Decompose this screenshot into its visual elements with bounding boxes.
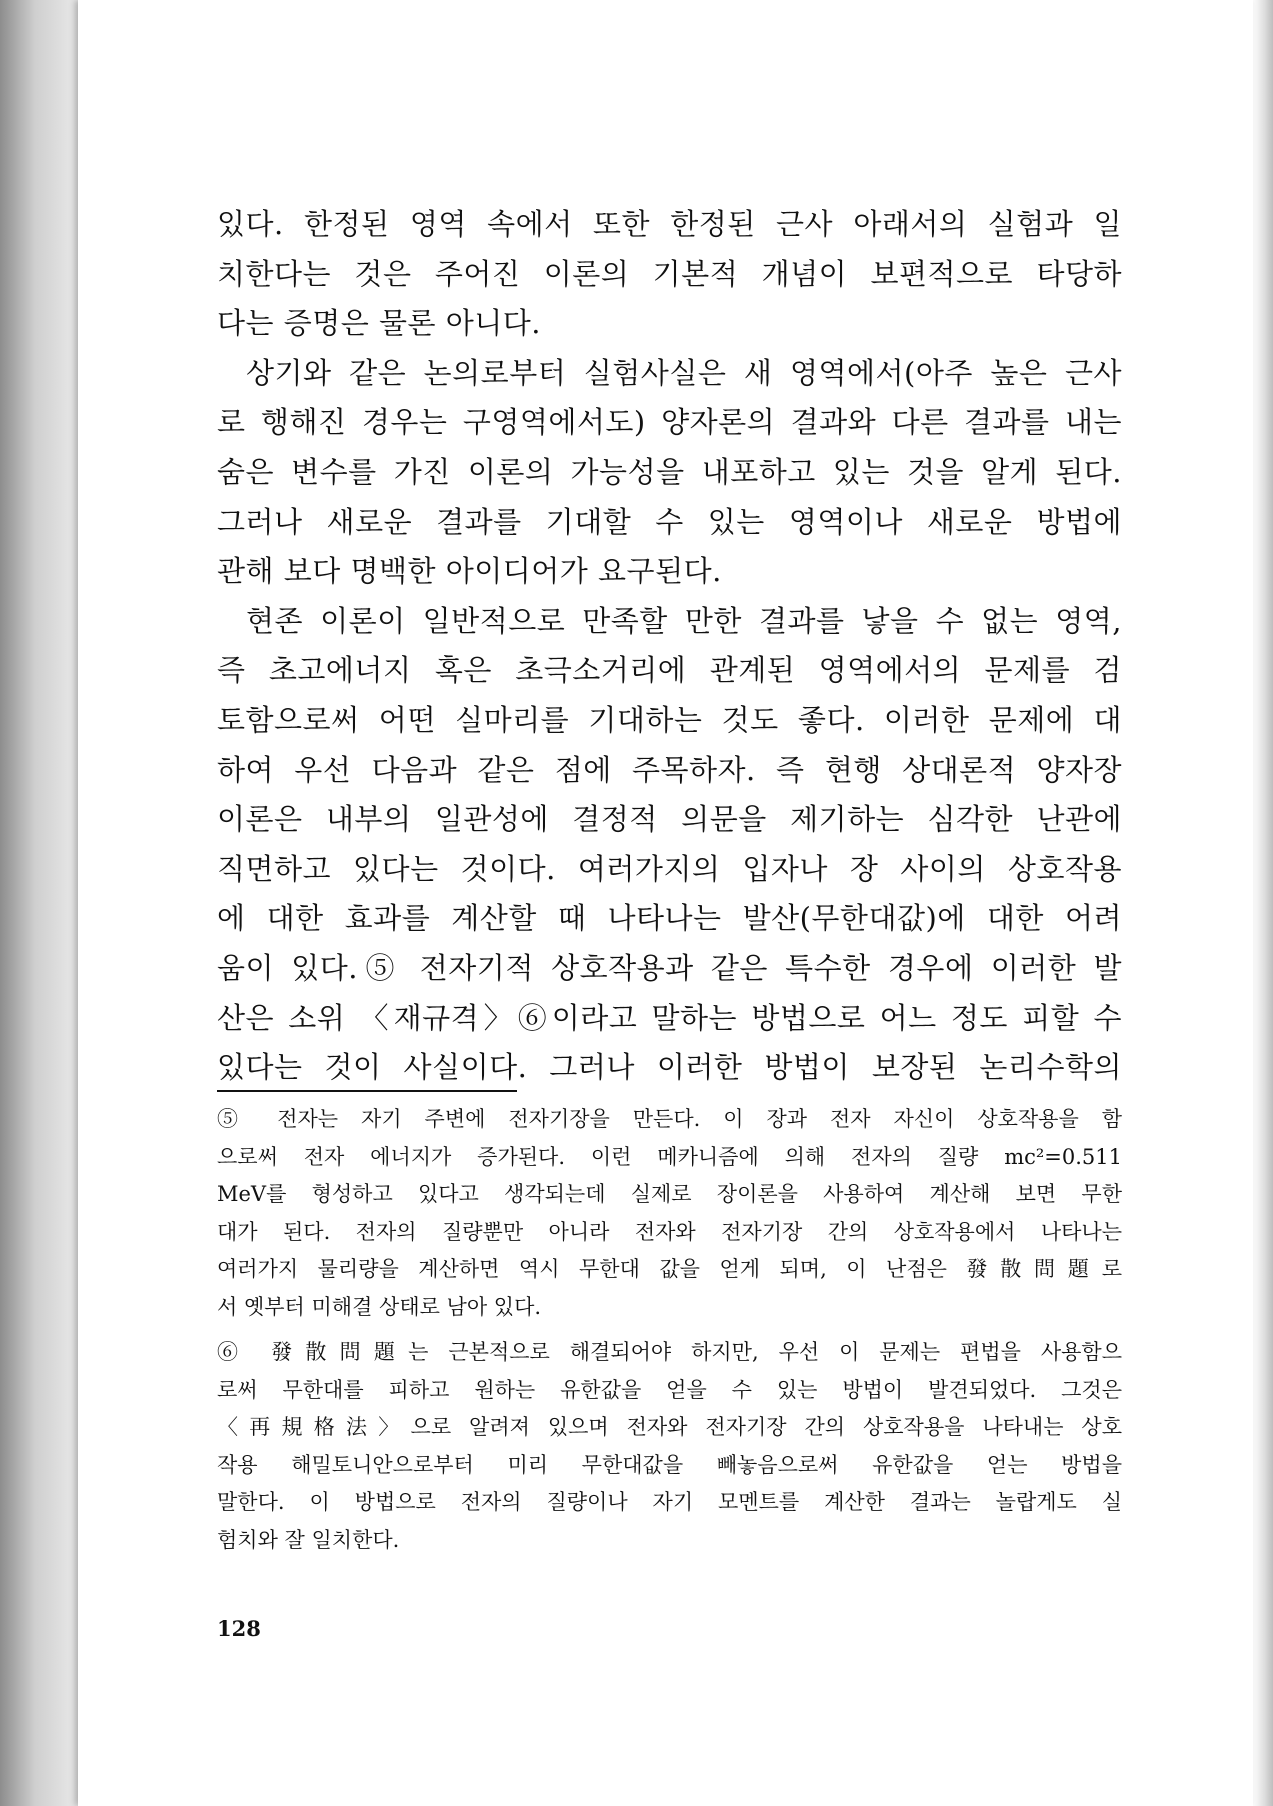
footnote-line: 서 옛부터 미해결 상태로 남아 있다. (217, 1294, 542, 1319)
footnote-divider (217, 1090, 517, 1092)
footnote-line: 대가 된다. 전자의 질량뿐만 아니라 전자와 전자기장 간의 상호작용에서 나타나는 (217, 1219, 1122, 1244)
footnote-line: ⑥ 發散問題는 근본적으로 해결되어야 하지만, 우선 이 문제는 편법을 사용함으 (217, 1340, 1122, 1364)
text-line: 치한다는 것은 주어진 이론의 기본적 개념이 보편적으로 타당하 (217, 256, 1122, 291)
text-line: 있다. 한정된 영역 속에서 또한 한정된 근사 아래서의 실험과 일 (217, 207, 1122, 241)
text-line: 즉 초고에너지 혹은 초극소거리에 관계된 영역에서의 문제를 검 (217, 653, 1122, 688)
footnote-line: 험치와 잘 일치한다. (217, 1527, 400, 1552)
footnote-line: MeV를 형성하고 있다고 생각되는데 실제로 장이론을 사용하여 계산해 보면 무한 (217, 1182, 1122, 1206)
text-line: 로 행해진 경우는 구영역에서도) 양자론의 결과와 다른 결과를 내는 (217, 405, 1122, 440)
text-line: 이론은 내부의 일관성에 결정적 의문을 제기하는 심각한 난관에 (217, 802, 1122, 837)
text-line: 현존 이론이 일반적으로 만족할 만한 결과를 낳을 수 없는 영역, (246, 603, 1122, 638)
text-line: 움이 있다.⑤ 전자기적 상호작용과 같은 특수한 경우에 이러한 발 (217, 950, 1122, 985)
text-line: 직면하고 있다는 것이다. 여러가지의 입자나 장 사이의 상호작용 (217, 851, 1122, 886)
footnote-line: 말한다. 이 방법으로 전자의 질량이나 자기 모멘트를 계산한 결과는 놀랍게도 실 (217, 1490, 1122, 1514)
page-edge-right (1253, 0, 1273, 1806)
text-line: 그러나 새로운 결과를 기대할 수 있는 영역이나 새로운 방법에 (217, 504, 1122, 539)
footnote-line: 으로써 전자 에너지가 증가된다. 이런 메카니즘에 의해 전자의 질량 mc²=0.511 (217, 1144, 1122, 1169)
footnote-line: 로써 무한대를 피하고 원하는 유한값을 얻을 수 있는 방법이 발견되었다. 그것은 (217, 1377, 1122, 1402)
main-text (217, 200, 1122, 1093)
page-number: 128 (217, 1616, 261, 1641)
text-line: 상기와 같은 논의로부터 실험사실은 새 영역에서(아주 높은 근사 (246, 355, 1122, 390)
text-line: 숨은 변수를 가진 이론의 가능성을 내포하고 있는 것을 알게 된다. (217, 454, 1122, 489)
text-line: 산은 소위 〈재규격〉⑥이라고 말하는 방법으로 어느 정도 피할 수 (217, 1000, 1122, 1035)
footnote-line: 〈再規格法〉으로 알려져 있으며 전자와 전자기장 간의 상호작용을 나타내는 상호 (217, 1415, 1122, 1439)
text-line: 다는 증명은 물론 아니다. (217, 306, 542, 341)
text-line: 있다는 것이 사실이다. 그러나 이러한 방법이 보장된 논리수학의 (217, 1050, 1122, 1085)
footnote-line: ⑤ 전자는 자기 주변에 전자기장을 만든다. 이 장과 전자 자신이 상호작용을 함 (217, 1107, 1122, 1131)
footnotes (217, 1101, 1122, 1559)
text-line: 하여 우선 다음과 같은 점에 주목하자. 즉 현행 상대론적 양자장 (217, 752, 1122, 787)
footnote-line: 여러가지 물리량을 계산하면 역시 무한대 값을 얻게 되며, 이 난점은 發散問題로 (217, 1257, 1122, 1281)
footnote-line: 작용 해밀토니안으로부터 미리 무한대값을 빼놓음으로써 유한값을 얻는 방법을 (217, 1452, 1122, 1477)
text-line: 토함으로써 어떤 실마리를 기대하는 것도 좋다. 이러한 문제에 대 (217, 702, 1122, 737)
text-line: 에 대한 효과를 계산할 때 나타나는 발산(무한대값)에 대한 어려 (217, 901, 1122, 936)
text-line: 관해 보다 명백한 아이디어가 요구된다. (217, 554, 722, 589)
page-edge-left (0, 0, 78, 1806)
